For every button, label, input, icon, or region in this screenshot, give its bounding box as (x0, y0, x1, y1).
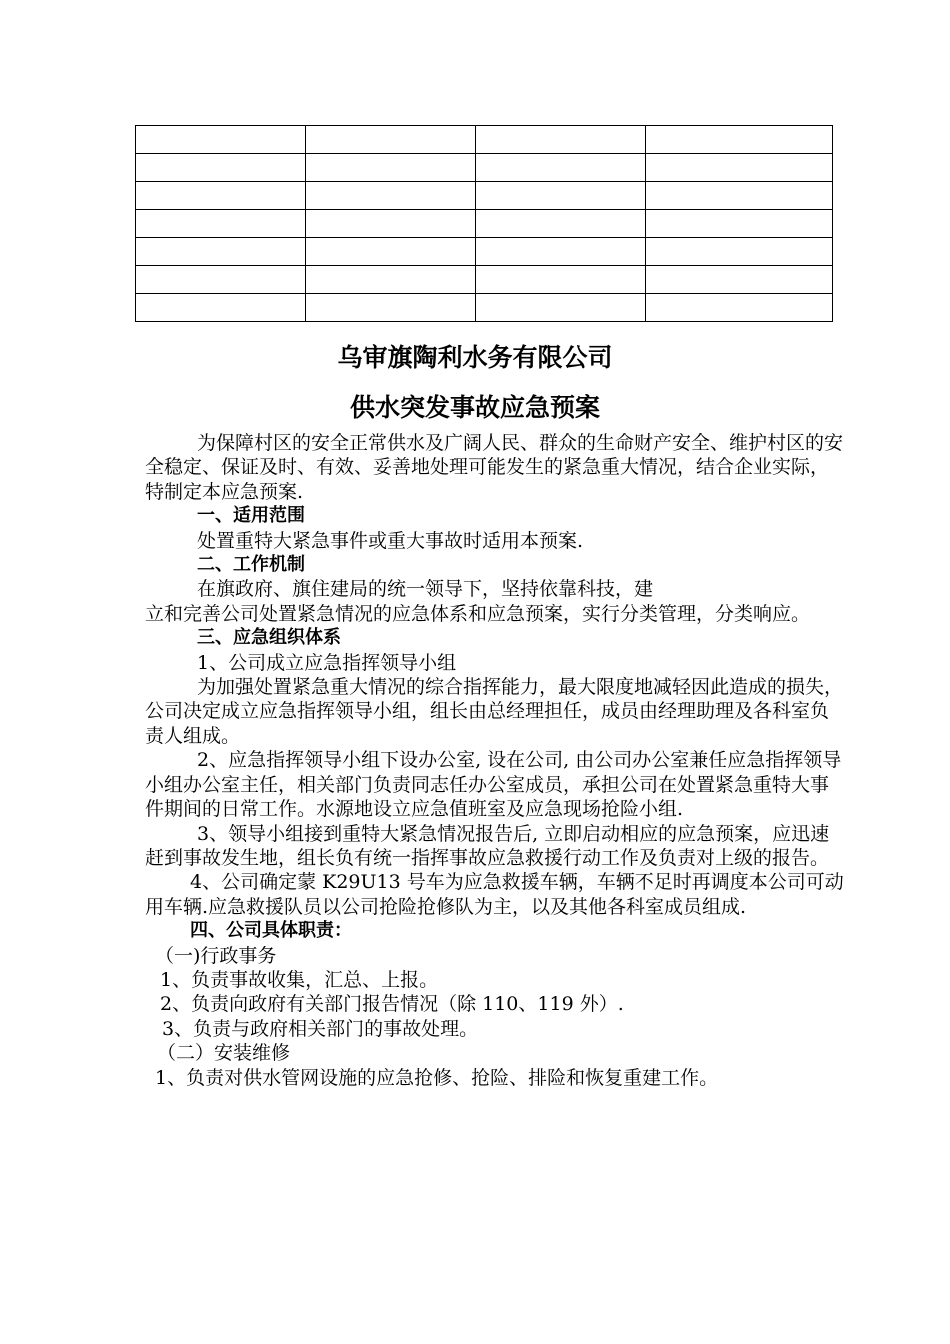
blank-form-table (135, 125, 833, 322)
table-cell (646, 182, 833, 210)
table-cell (136, 210, 306, 238)
table-row (136, 294, 833, 322)
table-cell (646, 266, 833, 294)
table-cell (476, 294, 646, 322)
table-cell (476, 182, 646, 210)
section-2-text-rest: 立和完善公司处置紧急情况的应急体系和应急预案，实行分类管理，分类响应。 (145, 602, 811, 625)
section-4-heading: 四、公司具体职责： (190, 920, 352, 942)
list-item: 2、负责向政府有关部门报告情况（除 110、119 外）. (160, 993, 624, 1016)
table-row (136, 154, 833, 182)
section-3-item-3: 3、领导小组接到重特大紧急情况报告后, 立即启动相应的应急预案，应迅速赶到事故发生地，组长负有统一指挥事故应急救援行动工作及负责对上级的报告。 (145, 822, 830, 869)
section-3-item-1-text: 为加强处置紧急重大情况的综合指挥能力，最大限度地减轻因此造成的损失，公司决定成立应急指挥领导小组，组长由总经理担任，成员由经理助理及各科室负责人组成。 (145, 676, 844, 747)
table-cell (646, 126, 833, 154)
section-1-heading: 一、适用范围 (197, 505, 305, 527)
table-cell (306, 238, 476, 266)
table-cell (136, 294, 306, 322)
section-3-heading: 三、应急组织体系 (197, 627, 341, 649)
table-row (136, 126, 833, 154)
table-cell (646, 294, 833, 322)
section-3-item-2: 2、应急指挥领导小组下设办公室, 设在公司, 由公司办公室兼任应急指挥领导小组办公室主任，相关部门负责同志任办公室成员，承担公司在处置紧急重特大事件期间的日常工作。水源地设立应急值班室及应急现场抢险小组. (145, 749, 842, 821)
company-title: 乌审旗陶利水务有限公司 (337, 343, 613, 372)
table-cell (646, 154, 833, 182)
table-cell (476, 210, 646, 238)
table-cell (136, 126, 306, 154)
list-item: 3、负责与政府相关部门的事故处理。 (162, 1017, 479, 1040)
table-cell (476, 266, 646, 294)
list-item: 1、负责对供水管网设施的应急抢修、抢险、排险和恢复重建工作。 (155, 1066, 719, 1089)
section-2-text-line1: 在旗政府、旗住建局的统一领导下，坚持依靠科技，建 (197, 578, 654, 601)
table-cell (136, 182, 306, 210)
document-title: 供水突发事故应急预案 (349, 393, 600, 422)
table-cell (306, 266, 476, 294)
table-cell (476, 238, 646, 266)
section-1-text: 处置重特大紧急事件或重大事故时适用本预案. (197, 529, 584, 552)
table-cell (476, 126, 646, 154)
table-cell (306, 210, 476, 238)
section-3-item-4: 4、公司确定蒙 K29U13 号车为应急救援车辆，车辆不足时再调度本公司可动用车辆.应急救援队员以公司抢险抢修队为主，以及其他各科室成员组成. (145, 871, 844, 918)
section-4-sub-1: （一)行政事务 (155, 944, 277, 967)
table-row (136, 210, 833, 238)
section-4-sub-2: （二）安装维修 (157, 1042, 291, 1065)
table-cell (306, 154, 476, 182)
table-cell (306, 182, 476, 210)
section-2-heading: 二、工作机制 (197, 554, 305, 576)
list-item: 1、负责事故收集，汇总、上报。 (160, 968, 439, 991)
section-3-item-1-title: 1、公司成立应急指挥领导小组 (197, 651, 457, 674)
table-row (136, 238, 833, 266)
table-row (136, 266, 833, 294)
table-cell (306, 294, 476, 322)
table-cell (136, 266, 306, 294)
table-cell (306, 126, 476, 154)
table-cell (476, 154, 646, 182)
table-cell (646, 238, 833, 266)
document-body (145, 431, 845, 1090)
table-cell (136, 154, 306, 182)
table-row (136, 182, 833, 210)
table-cell (136, 238, 306, 266)
intro-paragraph: 为保障村区的安全正常供水及广阔人民、群众的生命财产安全、维护村区的安全稳定、保证及时、有效、妥善地处理可能发生的紧急重大情况，结合企业实际，特制定本应急预案. (145, 432, 844, 503)
table-cell (646, 210, 833, 238)
